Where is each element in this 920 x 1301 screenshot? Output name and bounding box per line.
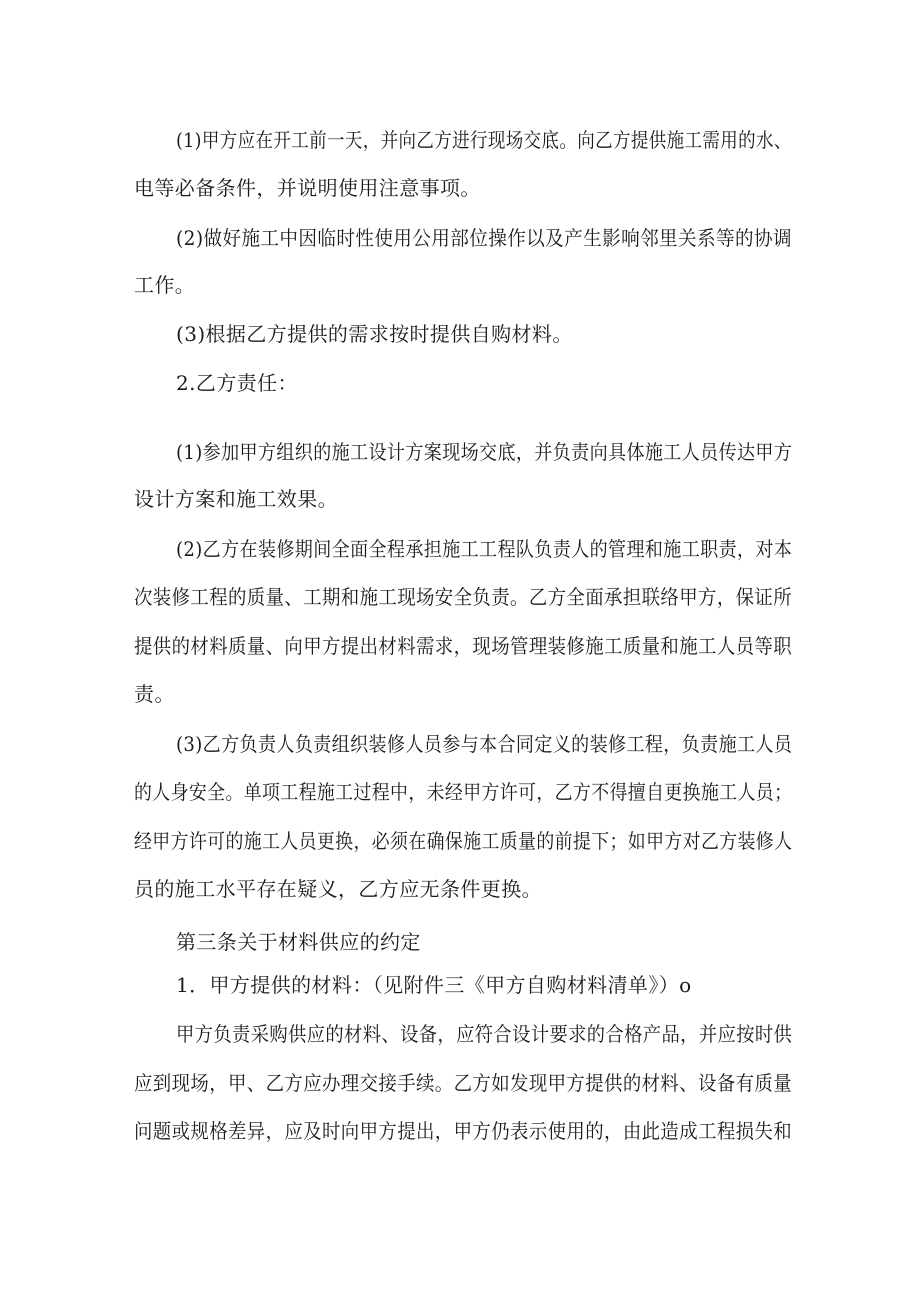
paragraph-line: 工作。 [134, 273, 196, 297]
paragraph-line: 问题或规格差异，应及时向甲方提出，甲方仍表示使用的，由此造成工程损失和 [134, 1119, 793, 1143]
paragraph-line: 电等必备条件，并说明使用注意事项。 [134, 176, 481, 200]
article-heading: 第三条关于材料供应的约定 [176, 930, 421, 954]
paragraph-line: 1．甲方提供的材料：（见附件三《甲方自购材料清单》）o [176, 973, 692, 997]
paragraph-line: 甲方负责采购供应的材料、设备，应符合设计要求的合格产品，并应按时供 [176, 1022, 793, 1046]
paragraph-line: 设计方案和施工效果。 [134, 487, 338, 511]
paragraph-line: (2)乙方在装修期间全面全程承担施工工程队负责人的管理和施工职责，对本 [176, 537, 793, 561]
paragraph-line: 经甲方许可的施工人员更换，必须在确保施工质量的前提下；如甲方对乙方装修人 [134, 829, 793, 853]
paragraph-line: 次装修工程的质量、工期和施工现场安全负责。乙方全面承担联络甲方，保证所 [134, 585, 793, 609]
paragraph-line: (1)甲方应在开工前一天，并向乙方进行现场交底。向乙方提供施工需用的水、 [176, 128, 792, 152]
paragraph-line: (3)根据乙方提供的需求按时提供自购材料。 [176, 322, 573, 346]
paragraph-line: (3)乙方负责人负责组织装修人员参与本合同定义的装修工程，负责施工人员 [176, 732, 793, 756]
paragraph-line: (2)做好施工中因临时性使用公用部位操作以及产生影响邻里关系等的协调 [176, 226, 792, 250]
paragraph-line: 责。 [134, 682, 175, 706]
paragraph-line: 提供的材料质量、向甲方提出材料需求，现场管理装修施工质量和施工人员等职 [134, 634, 793, 658]
paragraph-line: 的人身安全。单项工程施工过程中，未经甲方许可，乙方不得擅自更换施工人员； [134, 780, 793, 804]
paragraph-line: (1)参加甲方组织的施工设计方案现场交底，并负责向具体施工人员传达甲方 [176, 440, 793, 464]
section-heading: 2.乙方责任： [176, 371, 298, 395]
paragraph-line: 员的施工水平存在疑义，乙方应无条件更换。 [134, 877, 542, 901]
paragraph-line: 应到现场，甲、乙方应办理交接手续。乙方如发现甲方提供的材料、设备有质量 [134, 1071, 793, 1095]
